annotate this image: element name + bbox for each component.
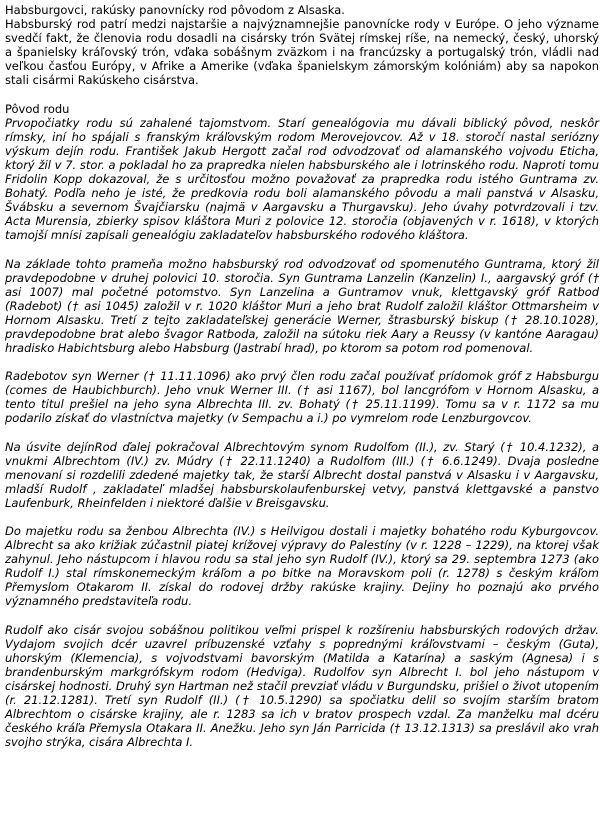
paragraph-5: Na úsvite dejínRod ďalej pokračoval Albrechtovým synom Rudolfom (II.), zv. Starý († 10.4.1232), a vnukmi Albrechtom (IV.) zv. Múdry († 22.11.1240) a Rudolfom (III.) († 6.6.1249). Dvaja poslednе menovaní si rozdelili zdedené majetky tak, že starší Albrecht dostal panstvá v Alsasku i v Aargavsku, mladší Rudolf , zakladateľ mladšej habsburskolaufenburskej vetvy, panstvá klettgavské a panstvo Laufenburk, Rheinfelden i niektoré ďalšie v Breisgavsku. <box>5 439 599 510</box>
paragraph-4: Radebotov syn Werner († 11.11.1096) ako prvý člen rodu začal používať prídomok gróf z Habsburgu (comes de Haubichburch). Jeho vnuk Werner III. († asi 1167), bol lancgrófom v Hornom Alsasku, a tento titul prešiel na jeho syna Albrechta III. zv. Bohatý († 25.11.1199). Tomu sa v r. 1172 sa mu podarilo získať do vlastníctva majetky (v Sempachu a i.) po vymrelom rode Lenzburgovcov. <box>5 369 599 426</box>
origin-text: Prvopočiatky rodu sú zahalené tajomstvom. Starí genealógovia mu dávali biblický pôvod, neskôr rímsky, iní ho spájali s franským kráľovským rodom Merovejovcov. Až v 18. storočí nastal seriózny výskum dejín rodu. František Jakub Hergott začal rod odvodzovať od alamanského vojvodu Eticha, ktorý žil v 7. stor. a pokladal ho za prapredka nielen habsburského ale i lotrinského rodu. Naproti tomu Fridolin Kopp dokazoval, že s určitosťou možno považovať za prapredka rodu istého Guntrama zv. Bohatý. Podľa neho je isté, že predkovia rodu boli alamanského pôvodu a mali panstvá v Alsasku, Švábsku a severnom Švajčiarsku (najmä v Aargavsku a Thurgavsku). Jeho úvahy potvrdzovali i tzv. Acta Murensia, zbierky spisov kláštora Muri z polovice 12. storočia (objavených v r. 1618), v ktorých tamojší mnísi zapísali genealógiu zakladateľov habsburského rodového kláštora. <box>5 115 599 243</box>
intro-text: Habsburský rod patrí medzi najstaršie a najvýznamnejšie panovnícke rody v Európe. O jeho význame svedčí fakt, že členovia rodu dosadli na cisársky trón Svätej rímskej ríše, na nemecký, český, uhorský a španielsky kráľovský trón, vďaka sobášnym zväzkom i na francúzsky a portugalský trón, vládli nad veľkou časťou Európy, v Afrike a Amerike (vďaka španielskym zámorským kolóniám) aby sa napokon stali cisármi Rakúskeho cisárstva. <box>5 17 599 88</box>
paragraph-6: Do majetku rodu sa ženbou Albrechta (IV.) s Heilvigou dostali i majetky bohatého rodu Kyburgovcov. Albrecht sa ako križiak zúčastnil piatej krížovej výpravy do Palestíny (v r. 1228 – 1229), na ktorej však zahynul. Jeho nástupcom i hlavou rodu sa stal jeho syn Rudolf (IV.), ktorý sa 29. septembra 1273 (ako Rudolf I.) stal rímskonemeckým kráľom a po bitke na Moravskom poli (r. 1278) s českým kráľom Přemyslom Otakarom II. získal do rodovej držby rakúske krajiny. Dejiny ho poznajú ako prvého významného predstaviteľa rodu. <box>5 524 599 609</box>
intro-paragraph <box>5 3 599 88</box>
paragraph-3: Na základe tohto prameňa možno habsburský rod odvodzovať od spomenutého Guntrama, ktorý žil pravdepodobne v druhej polovici 10. storočia. Syn Guntrama Lanzelin (Kanzelin) I., aargavský gróf († asi 1007) mal početné potomstvo. Syn Lanzelina a Guntramov vnuk, klettgavský gróf Ratbod (Radebot) († asi 1045) založil v r. 1020 kláštor Muri a jeho brat Rudolf založil kláštor Ottmarsheim v Hornom Alsasku. Tretí z tejto zakladateľskej generácie Werner, štrasburský biskup († 28.10.1028), pravdepodobne brat alebo švagor Ratboda, založil na sútoku riek Aary a Reussy (v kantóne Aaragau) hradisko Habichtsburg alebo Habsburg (Jastrabí hrad), po ktorom sa potom rod pomenoval. <box>5 256 599 356</box>
paragraph-7: Rudolf ako cisár svojou sobášnou politikou veľmi prispel k rozšíreniu habsburských rodových držav. Vydajom svojich dcér uzavrel príbuzenské vzťahy s poprednými kráľovstvami – českým (Guta), uhorským (Klemencia), s vojvodstvami bavorským (Matilda a Katarína) a saským (Agnesa) i s brandenburským markgrófskym rodom (Hedviga). Rudolfov syn Albrecht I. bol jeho nástupom v cisárskej hodnosti. Druhý syn Hartman než stačil prevziať vládu v Burgundsku, prišiel o život utopením (r. 21.12.1281). Tretí syn Rudolf (II.) († 10.5.1290) sa spočiatku delil so svojím starším bratom Albrechtom o cisárske krajiny, ale r. 1283 sa ich v bratov prospech vzdal. Za manželku mal dcéru českého kráľa Přemysla Otakara II. Anežku. Jeho syn Ján Parricida († 13.12.1313) sa preslávil ako vrah svojho strýka, cisára Albrechta I. <box>5 622 599 750</box>
intro-title: Habsburgovci, rakúsky panovnícky rod pôvodom z Alsaska. <box>5 3 345 17</box>
origin-section <box>5 102 599 243</box>
origin-heading: Pôvod rodu <box>5 101 70 116</box>
